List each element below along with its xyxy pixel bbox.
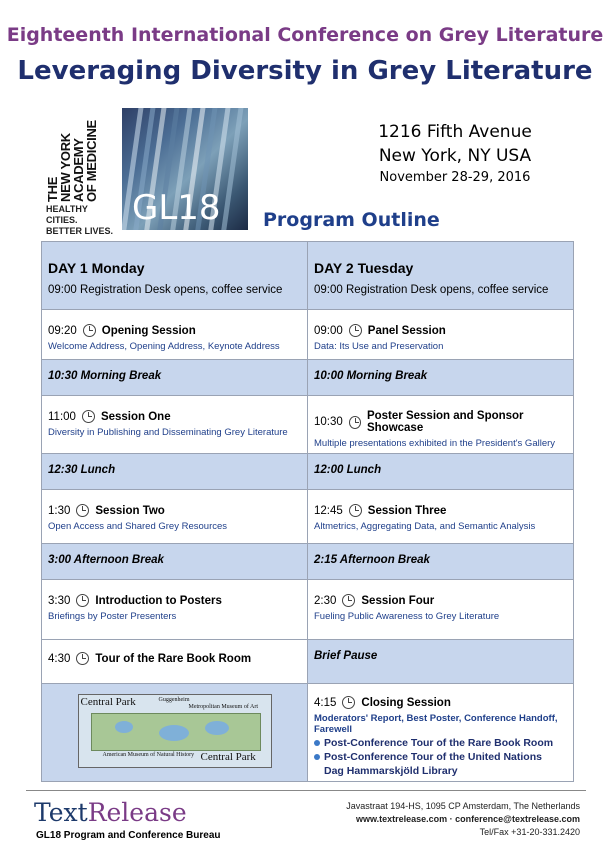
- day1-session-two: 1:30 Session Two Open Access and Shared Grey Resources: [42, 490, 308, 544]
- day2-registration: 09:00 Registration Desk opens, coffee service: [314, 284, 549, 296]
- contact-info: [330, 800, 580, 839]
- day2-session-four: 2:30 Session Four Fueling Public Awareness to Grey Literature: [308, 580, 574, 640]
- central-park-map: [78, 694, 272, 768]
- day1-heading: DAY 1 Monday: [48, 260, 145, 276]
- bullet-icon: [314, 754, 320, 760]
- clock-icon: [83, 324, 96, 337]
- nyam-logo: [45, 116, 116, 236]
- day2-panel-session: 09:00 Panel Session Data: Its Use and Preservation: [308, 310, 574, 360]
- map-label-top: Central Park: [80, 696, 136, 708]
- gl18-logo: [122, 108, 248, 230]
- clock-icon: [76, 594, 89, 607]
- nyam-tagline: HEALTHY CITIES. BETTER LIVES.: [46, 204, 114, 236]
- day2-heading: DAY 2 Tuesday: [314, 260, 414, 276]
- day1-lunch: 12:30 Lunch: [42, 454, 308, 490]
- clock-icon: [76, 504, 89, 517]
- map-label-bottom: Central Park: [200, 751, 256, 763]
- day2-header-cell: [308, 242, 574, 310]
- day1-opening-session: 09:20 Opening Session Welcome Address, Opening Address, Keynote Address: [42, 310, 308, 360]
- clock-icon: [342, 594, 355, 607]
- day2-morning-break: 10:00 Morning Break: [308, 360, 574, 396]
- clock-icon: [349, 324, 362, 337]
- address-city: New York, NY USA: [378, 146, 532, 166]
- day2-lunch: 12:00 Lunch: [308, 454, 574, 490]
- day1-header-cell: [42, 242, 308, 310]
- main-title: Leveraging Diversity in Grey Literature: [17, 56, 593, 86]
- bureau-label: GL18 Program and Conference Bureau: [36, 830, 221, 841]
- day2-poster-session: 10:30 Poster Session and Sponsor Showcase Multiple presentations exhibited in the President's Gallery: [308, 396, 574, 454]
- address-street: 1216 Fifth Avenue: [378, 122, 532, 142]
- map-amnh: American Museum of Natural History: [102, 752, 195, 758]
- program-table: [41, 241, 574, 782]
- nyam-line-3: ACADEMY: [71, 138, 86, 202]
- day1-registration: 09:00 Registration Desk opens, coffee service: [48, 284, 283, 296]
- clock-icon: [342, 696, 355, 709]
- day1-session-one: 11:00 Session One Diversity in Publishing and Disseminating Grey Literature: [42, 396, 308, 454]
- day1-rare-book-tour: 4:30 Tour of the Rare Book Room: [42, 640, 308, 684]
- gl18-label: GL18: [132, 188, 221, 228]
- map-met: Metropolitan Museum of Art: [188, 704, 258, 710]
- nyam-line-1: THE: [45, 176, 60, 202]
- conference-dates: November 28-29, 2016: [379, 170, 531, 185]
- contact-address: Javastraat 194-HS, 1095 CP Amsterdam, The Netherlands: [346, 801, 580, 811]
- clock-icon: [82, 410, 95, 423]
- venue-address: [360, 120, 550, 188]
- textrelease-logo: TextRelease: [34, 798, 187, 827]
- footer-divider: [26, 790, 586, 791]
- conference-title: Eighteenth International Conference on Grey Literature: [6, 24, 604, 46]
- day1-afternoon-break: 3:00 Afternoon Break: [42, 544, 308, 580]
- contact-phone: Tel/Fax +31-20-331.2420: [479, 827, 580, 837]
- day1-morning-break: 10:30 Morning Break: [42, 360, 308, 396]
- day2-session-three: 12:45 Session Three Altmetrics, Aggregating Data, and Semantic Analysis: [308, 490, 574, 544]
- clock-icon: [349, 504, 362, 517]
- map-guggenheim: Guggenheim: [158, 697, 190, 703]
- contact-web: www.textrelease.com · conference@textrelease.com: [355, 814, 580, 824]
- day2-afternoon-break: 2:15 Afternoon Break: [308, 544, 574, 580]
- day1-introduction-to-posters: 3:30 Introduction to Posters Briefings by Poster Presenters: [42, 580, 308, 640]
- program-title: Program Outline: [263, 209, 440, 231]
- bullet-icon: [314, 740, 320, 746]
- central-park-map-cell: [42, 684, 308, 782]
- nyam-line-4: OF MEDICINE: [84, 120, 99, 202]
- day2-closing-session: 4:15 Closing Session Moderators' Report, Best Poster, Conference Handoff, Farewell Post-Conference Tour of the Rare Book Room Post-Conference Tour of the United Nations Dag Hammarskjöld Library: [308, 684, 574, 782]
- clock-icon: [76, 652, 89, 665]
- clock-icon: [349, 416, 361, 429]
- nyam-line-2: NEW YORK: [58, 133, 73, 202]
- day2-brief-pause: Brief Pause: [308, 640, 574, 684]
